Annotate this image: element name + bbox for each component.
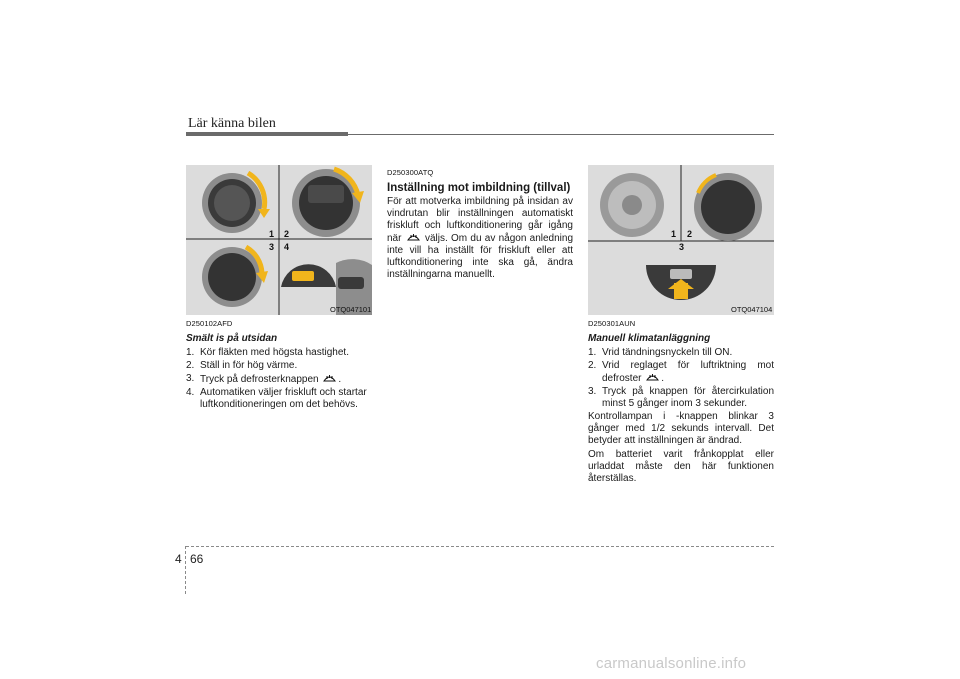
callout-2: 2: [284, 229, 290, 239]
section-code: D250300ATQ: [387, 168, 434, 177]
header-rule-thin: [348, 134, 774, 135]
front-defrost-icon: [646, 372, 659, 382]
paragraph: Om batteriet varit frånkopplat eller urladdat måste den här funktionen återställas.: [588, 449, 774, 484]
list-item: 2. Vrid reglaget för luftriktning mot defroster .: [588, 360, 774, 384]
callout-1: 1: [671, 229, 677, 239]
climate-knobs-illustration: [186, 165, 372, 315]
front-defrost-icon: [323, 373, 336, 383]
column-2: [387, 167, 573, 281]
list-item: 4. Automatiken väljer friskluft och startar luftkonditioneringen om det behövs.: [186, 387, 367, 410]
ignition-climate-illustration: [588, 165, 774, 315]
section-code: D250301AUN: [588, 319, 636, 328]
subheading: Smält is på utsidan: [186, 333, 278, 344]
paragraph: För att motverka imbildning på insidan av vindrutan blir inställningen automatiskt friskluft och luftkonditionering går igång när väljs. Om du av någon anledning inte vill ha inställt för friskluft eller att luftkonditionering inte ska gå, ändra inställningarna manuellt.: [387, 196, 574, 280]
chapter-number: 4: [175, 552, 182, 566]
section-title: Lär känna bilen: [188, 116, 276, 131]
list-item: 3. Tryck på defrosterknappen .: [186, 373, 342, 385]
header-rule-thick: [186, 132, 348, 136]
list-item: 2. Ställ in för hög värme.: [186, 360, 298, 371]
figure-left: [186, 165, 372, 315]
subheading: Manuell klimatanläggning: [588, 333, 711, 344]
list-item: 3. Tryck på knappen för återcirkulation minst 5 gånger inom 3 sekunder.: [588, 386, 774, 409]
figure-code: OTQ047104: [731, 305, 773, 314]
list-item: 1. Vrid tändningsnyckeln till ON.: [588, 347, 733, 358]
watermark: carmanualsonline.info: [596, 655, 747, 672]
page-number: 66: [190, 552, 204, 566]
column-3: [588, 318, 774, 487]
subheading: Inställning mot imbildning (tillval): [387, 182, 571, 194]
callout-3: 3: [269, 242, 275, 252]
front-defrost-icon: [407, 232, 420, 242]
column-1: [186, 318, 372, 412]
section-code: D250102AFD: [186, 319, 233, 328]
callout-3: 3: [679, 242, 685, 252]
list-item: 1. Kör fläkten med högsta hastighet.: [186, 347, 349, 358]
callout-4: 4: [284, 242, 290, 252]
paragraph: Kontrollampan i -knappen blinkar 3 gånger med 1/2 sekunds intervall. Det betyder att inställningen är ändrad.: [588, 411, 774, 446]
callout-1: 1: [269, 229, 275, 239]
figure-right: [588, 165, 774, 315]
figure-code: OTQ047101: [330, 305, 372, 314]
callout-2: 2: [687, 229, 693, 239]
footer-rule: [186, 546, 774, 547]
footer-vertical-rule: [185, 546, 186, 594]
